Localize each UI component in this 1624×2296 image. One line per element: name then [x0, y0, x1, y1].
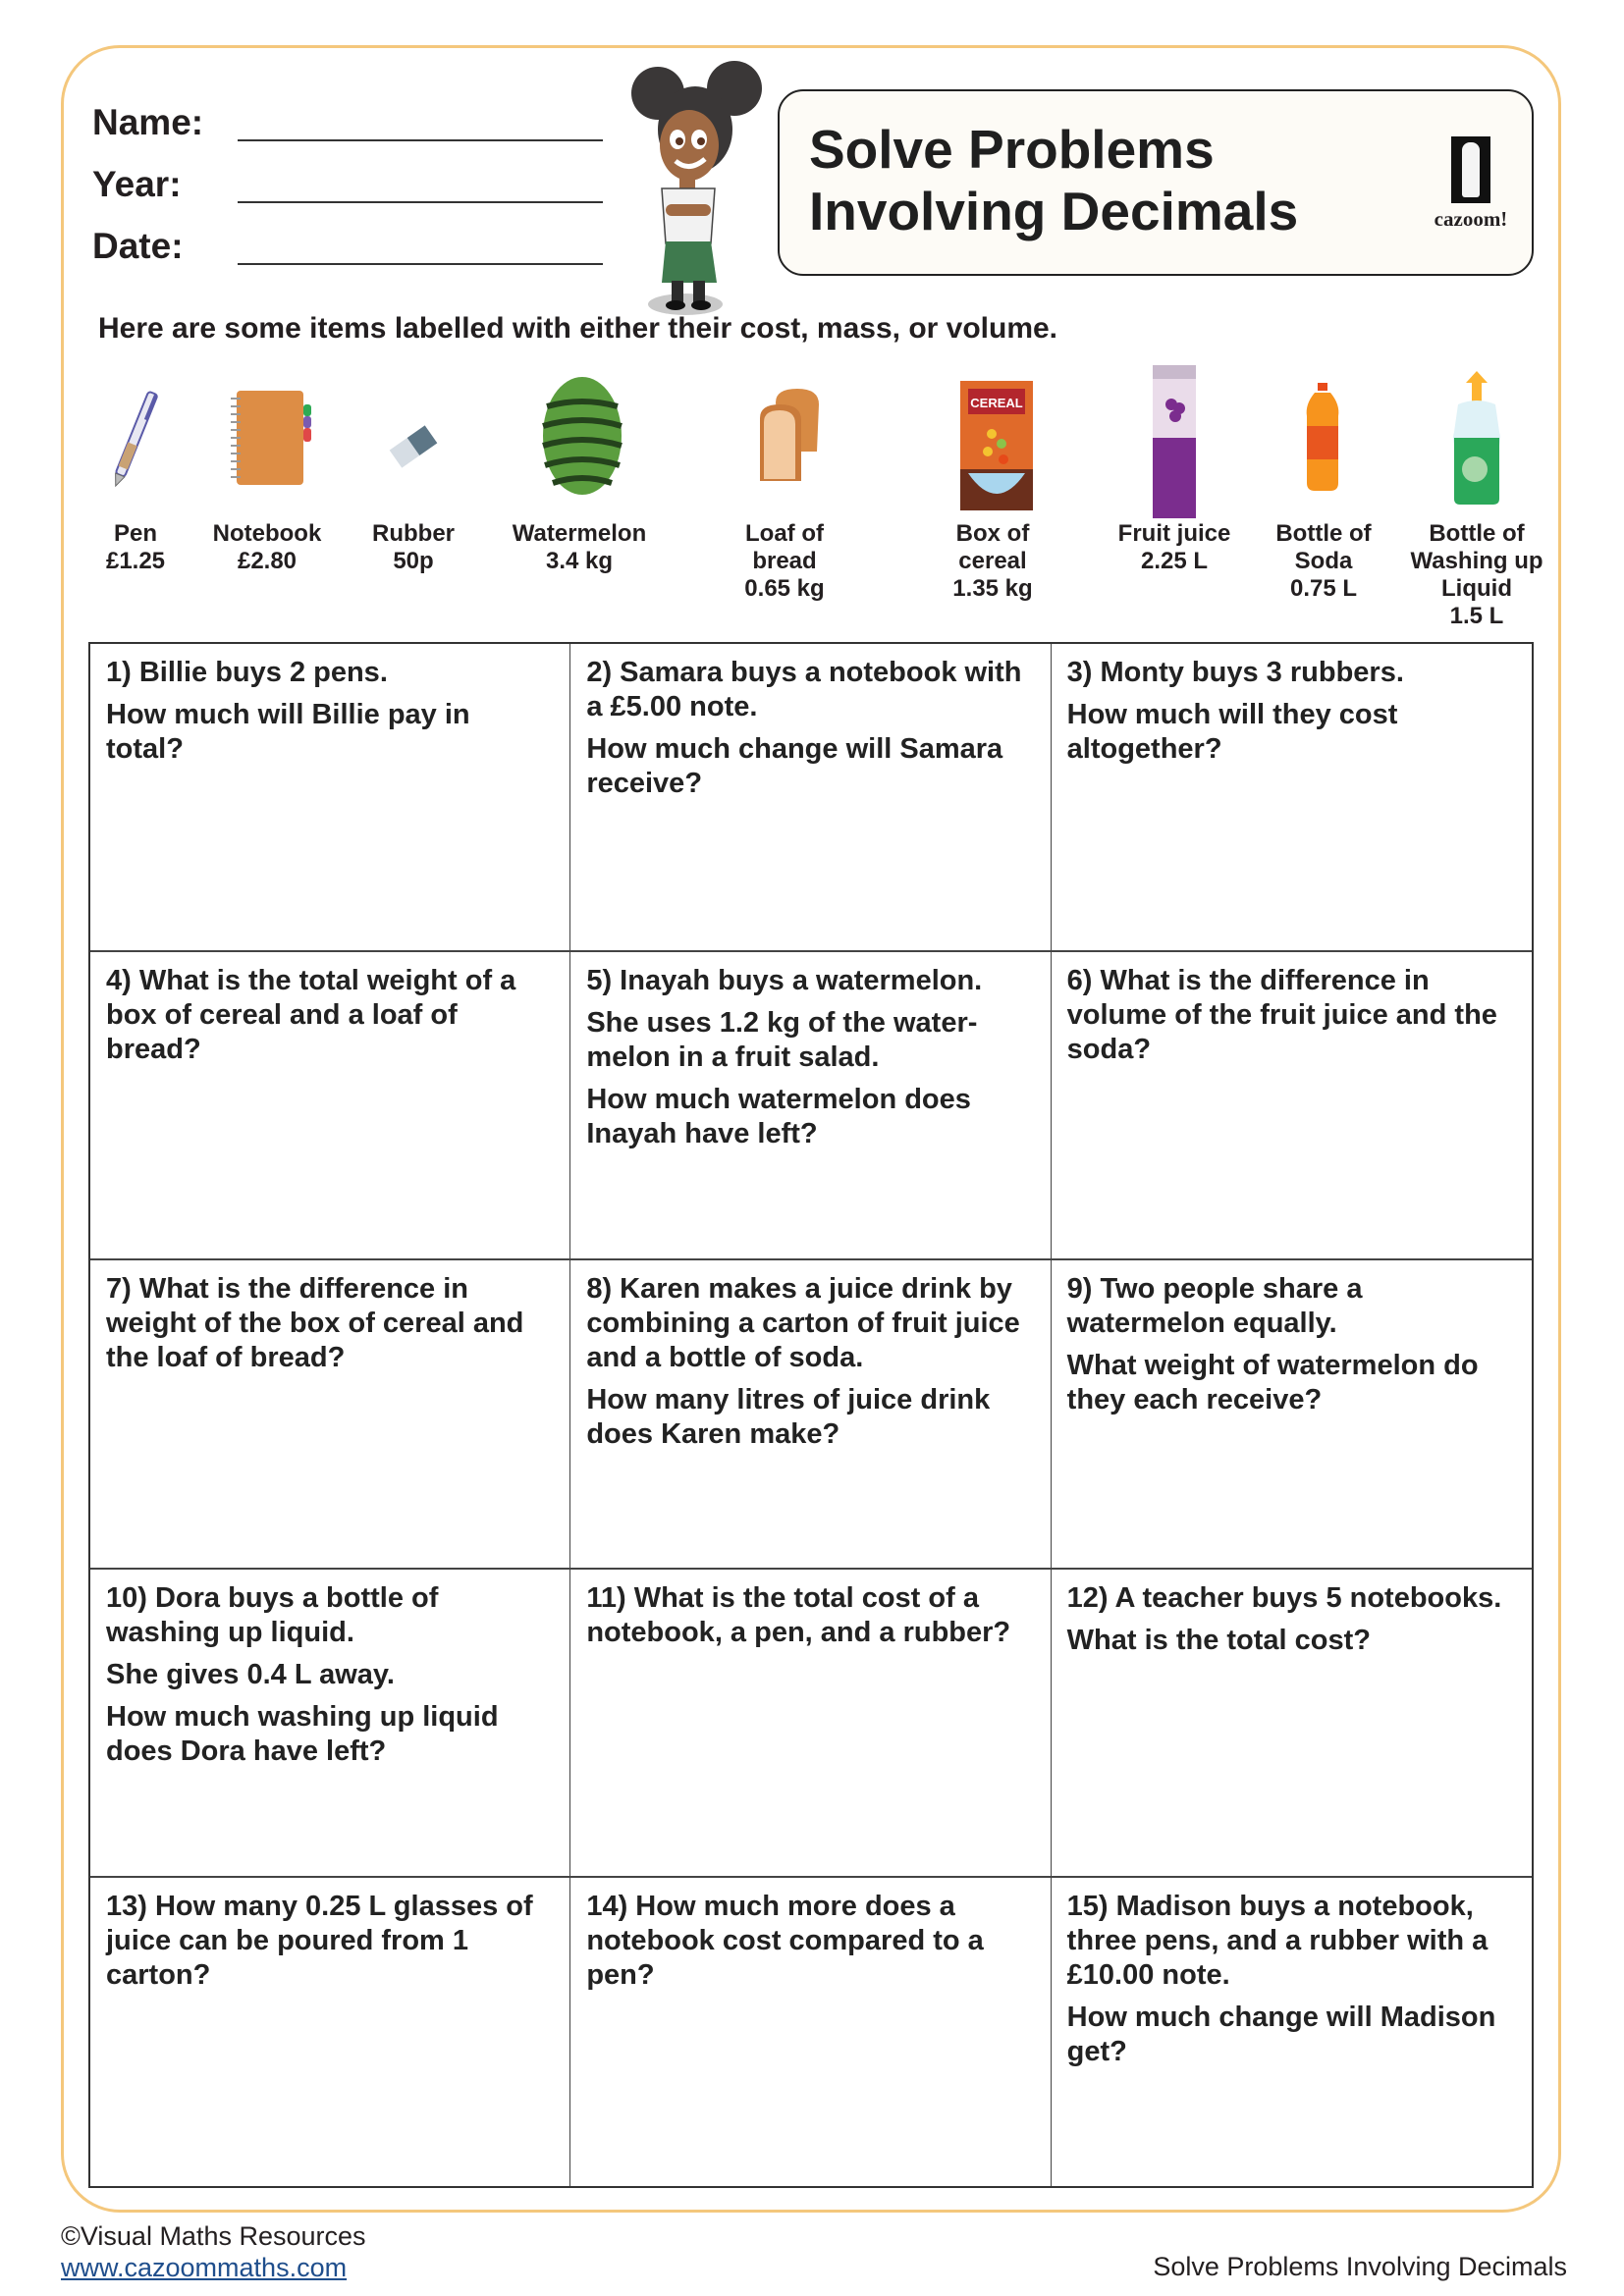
question-11[interactable]: 11) What is the total cost of a notebook, a pen, and a rubber? — [570, 1570, 1051, 1878]
item-box-of-cereal: CEREAL Box of cereal 1.35 kg — [919, 353, 1066, 603]
cereal-box-icon — [919, 353, 1066, 520]
pen-icon — [62, 353, 209, 520]
footer-left — [61, 2220, 366, 2283]
svg-text:CEREAL: CEREAL — [970, 396, 1023, 410]
cazoom-logo-icon — [1451, 136, 1490, 203]
watermelon-icon — [506, 353, 653, 520]
juice-carton-icon — [1101, 353, 1248, 520]
question-6[interactable]: 6) What is the difference in volume of the fruit juice and the soda? — [1052, 952, 1532, 1260]
year-label: Year: — [92, 164, 182, 204]
item-rubber: Rubber 50p — [340, 353, 487, 575]
question-9[interactable]: 9) Two people share a watermelon equally. What weight of watermelon do they each receive? — [1052, 1260, 1532, 1569]
rubber-icon — [340, 353, 487, 520]
item-pen: Pen £1.25 — [62, 353, 209, 575]
girl-character-illustration — [619, 59, 776, 319]
question-4[interactable]: 4) What is the total weight of a box of cereal and a loaf of bread? — [90, 952, 570, 1260]
website-link[interactable]: www.cazoommaths.com — [61, 2253, 348, 2282]
year-field[interactable] — [238, 201, 603, 203]
item-washing-up-liquid: Bottle of Washing up Liquid 1.5 L — [1403, 353, 1550, 630]
notebook-icon — [193, 353, 341, 520]
question-14[interactable]: 14) How much more does a notebook cost compared to a pen? — [570, 1878, 1051, 2186]
name-label: Name: — [92, 102, 204, 142]
worksheet-title: Solve Problems Involving Decimals — [809, 119, 1299, 241]
date-field[interactable] — [238, 263, 603, 265]
question-13[interactable]: 13) How many 0.25 L glasses of juice can be poured from 1 carton? — [90, 1878, 570, 2186]
question-15[interactable]: 15) Madison buys a notebook, three pens, and a rubber with a £10.00 note. How much change will Madison get? — [1066, 1890, 1496, 2067]
title-box — [778, 89, 1534, 276]
bread-icon — [711, 353, 858, 520]
item-bottle-of-soda: Bottle of Soda 0.75 L — [1250, 353, 1397, 603]
intro-text: Here are some items labelled with either their cost, mass, or volume. — [98, 312, 1058, 345]
item-loaf-of-bread: Loaf of bread 0.65 kg — [711, 353, 858, 603]
item-notebook: Notebook £2.80 — [193, 353, 341, 575]
item-fruit-juice: Fruit juice 2.25 L — [1101, 353, 1248, 575]
question-3[interactable]: 3) Monty buys 3 rubbers. How much will they cost altogether? — [1052, 644, 1532, 952]
item-watermelon: Watermelon 3.4 kg — [506, 353, 653, 575]
questions-grid — [88, 642, 1534, 2188]
date-label: Date: — [92, 226, 184, 266]
question-1[interactable]: 1) Billie buys 2 pens. How much will Billie pay in total? — [90, 644, 570, 952]
question-10[interactable]: 10) Dora buys a bottle of washing up liquid. She gives 0.4 L away. How much washing up liquid does Dora have left? — [90, 1570, 570, 1878]
copyright-text: ©Visual Maths Resources — [61, 2221, 366, 2251]
question-12[interactable]: 12) A teacher buys 5 notebooks. What is the total cost? — [1052, 1570, 1532, 1878]
question-2[interactable]: 2) Samara buys a notebook with a £5.00 note. How much change will Samara receive? — [570, 644, 1051, 952]
question-7[interactable]: 7) What is the difference in weight of the box of cereal and the loaf of bread? — [90, 1260, 570, 1569]
washing-up-liquid-icon — [1403, 353, 1550, 520]
name-field[interactable] — [238, 139, 603, 141]
cazoom-logo: cazoom! — [1432, 136, 1510, 232]
question-5[interactable]: 5) Inayah buys a watermelon. She uses 1.2 kg of the water-melon in a fruit salad. How much watermelon does Inayah have left? — [570, 952, 1051, 1260]
soda-bottle-icon — [1250, 353, 1397, 520]
question-8[interactable]: 8) Karen makes a juice drink by combining a carton of fruit juice and a bottle of soda. How many litres of juice drink does Karen make? — [570, 1260, 1051, 1569]
footer-title: Solve Problems Involving Decimals — [1153, 2252, 1567, 2281]
